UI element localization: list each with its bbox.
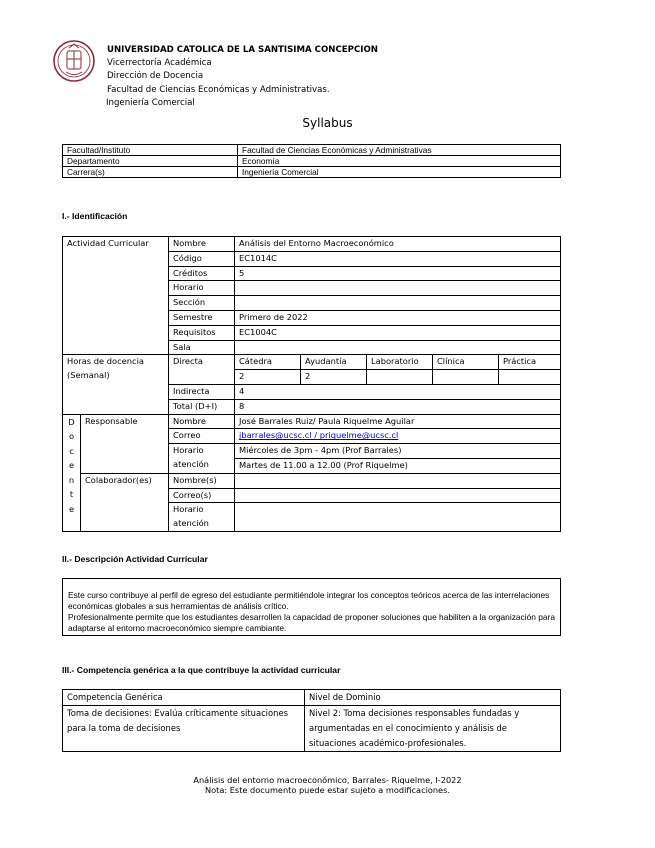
university-seal-logo: [52, 39, 96, 83]
description-paragraph-2: Profesionalmente permite que los estudiantes desarrollen la capacidad de proponer soluciones que habiliten a la organización para adaptarse al entorno macroeconómico siempre cambiante.: [68, 612, 555, 633]
indirecta-value: 4: [235, 384, 561, 399]
competencia-table: [62, 689, 561, 752]
row-label: Créditos: [169, 266, 235, 281]
row-label: Código: [169, 251, 235, 266]
row-value: [235, 281, 561, 296]
directa-col: Práctica: [499, 355, 561, 370]
total-value: 8: [235, 399, 561, 414]
letterhead: [107, 44, 378, 110]
section-3-title: III.- Competencia genérica a la que contribuye la actividad curricular: [62, 665, 341, 675]
table-row: [63, 145, 561, 156]
row-label: Nombre(s): [169, 473, 235, 488]
row-value: [235, 340, 561, 355]
responsable-nombre: José Barrales Ruiz/ Paula Riquelme Aguilar: [235, 414, 561, 429]
table-row: [63, 690, 561, 706]
directa-val: [433, 370, 499, 385]
direccion: Dirección de Docencia: [107, 71, 204, 82]
footer-line-2: Nota: Este documento puede estar sujeto a modificaciones.: [205, 785, 450, 795]
directa-col: Ayudantía: [301, 355, 367, 370]
identification-table: [62, 236, 561, 532]
responsable-label: Responsable: [81, 414, 169, 473]
info-table: [62, 144, 561, 178]
row-value: [235, 296, 561, 311]
row-label: Semestre: [169, 310, 235, 325]
info-label: Carrera(s): [63, 167, 238, 178]
col-header: Competencia Genérica: [63, 690, 305, 706]
total-label: Total (D+I): [169, 399, 235, 414]
competencia-value: Toma de decisiones: Evalúa críticamente situaciones para la toma de decisiones: [63, 706, 305, 752]
row-label: Horario atención: [169, 503, 235, 532]
table-row: [63, 706, 561, 752]
info-value: Economía: [238, 156, 561, 167]
directa-val: [499, 370, 561, 385]
row-value: 5: [235, 266, 561, 281]
docente-letter: e: [68, 503, 75, 514]
row-label: Nombre: [169, 237, 235, 252]
row-value: EC1014C: [235, 251, 561, 266]
section-1-title: I.- Identificación: [62, 211, 128, 221]
row-label: Correo(s): [169, 488, 235, 503]
docente-vertical-label: [63, 414, 81, 531]
footer: [0, 775, 655, 795]
directa-col: Laboratorio: [367, 355, 433, 370]
horas-label: Horas de docencia (Semanal): [63, 355, 169, 414]
docente-letter: o: [68, 431, 75, 442]
carrera: Ingeniería Comercial: [106, 97, 195, 108]
responsable-email-link[interactable]: jbarrales@ucsc.cl / priquelme@ucsc.cl: [239, 430, 399, 441]
university-name: UNIVERSIDAD CATOLICA DE LA SANTISIMA CONCEPCION: [107, 45, 378, 55]
table-row: [63, 156, 561, 167]
row-label: Sección: [169, 296, 235, 311]
row-label: Horario atención: [169, 444, 235, 474]
directa-label: Directa: [169, 355, 235, 385]
row-label: Correo: [169, 429, 235, 444]
section-2-title: II.- Descripción Actividad Curricular: [62, 554, 208, 564]
row-label: Nombre: [169, 414, 235, 429]
page-title: Syllabus: [302, 116, 353, 130]
responsable-horario-2: Martes de 11.00 a 12.00 (Prof Riquelme): [235, 458, 561, 473]
description-paragraph-1: Este curso contribuye al perfil de egreso del estudiante permitiéndole integrar los conceptos teóricos acerca de las interrelaciones económicas globales a sus herramientas de análisis crítico.: [68, 590, 550, 611]
docente-letter: c: [69, 445, 74, 456]
col-header: Nivel de Dominio: [305, 690, 561, 706]
info-label: Facultad/Instituto: [63, 145, 238, 156]
responsable-horario-1: Miércoles de 3pm - 4pm (Prof Barrales): [235, 444, 561, 459]
info-label: Departamento: [63, 156, 238, 167]
directa-val: 2: [235, 370, 301, 385]
row-label: Horario: [169, 281, 235, 296]
facultad: Facultad de Ciencias Económicas y Administrativas.: [107, 84, 330, 95]
row-value: EC1004C: [235, 325, 561, 340]
colaborador-correo: [235, 488, 561, 503]
info-value: Ingeniería Comercial: [238, 167, 561, 178]
info-value: Facultad de Ciencias Económicas y Administrativas: [238, 145, 561, 156]
directa-val: [367, 370, 433, 385]
footer-line-1: Análisis del entorno macroeconómico, Barrales- Riquelme, I-2022: [193, 775, 462, 785]
row-label: Sala: [169, 340, 235, 355]
docente-letter: n: [68, 474, 75, 485]
description-box: [62, 578, 561, 636]
row-value: Análisis del Entorno Macroeconómico: [235, 237, 561, 252]
docente-letter: D: [68, 416, 75, 427]
row-value: Primero de 2022: [235, 310, 561, 325]
colaborador-horario: [235, 503, 561, 532]
vicerrectoria: Vicerrectoría Académica: [107, 58, 212, 69]
directa-val: 2: [301, 370, 367, 385]
directa-col: Clínica: [433, 355, 499, 370]
colaborador-nombre: [235, 473, 561, 488]
row-label: Requisitos: [169, 325, 235, 340]
nivel-value: Nivel 2: Toma decisiones responsables fundadas y argumentadas en el conocimiento y análisis de situaciones académico-profesionales.: [305, 706, 561, 752]
actividad-label: Actividad Curricular: [63, 237, 169, 355]
colaborador-label: Colaborador(es): [81, 473, 169, 531]
docente-letter: e: [68, 460, 75, 471]
directa-col: Cátedra: [235, 355, 301, 370]
table-row: [63, 167, 561, 178]
docente-letter: t: [69, 489, 74, 500]
indirecta-label: Indirecta: [169, 384, 235, 399]
